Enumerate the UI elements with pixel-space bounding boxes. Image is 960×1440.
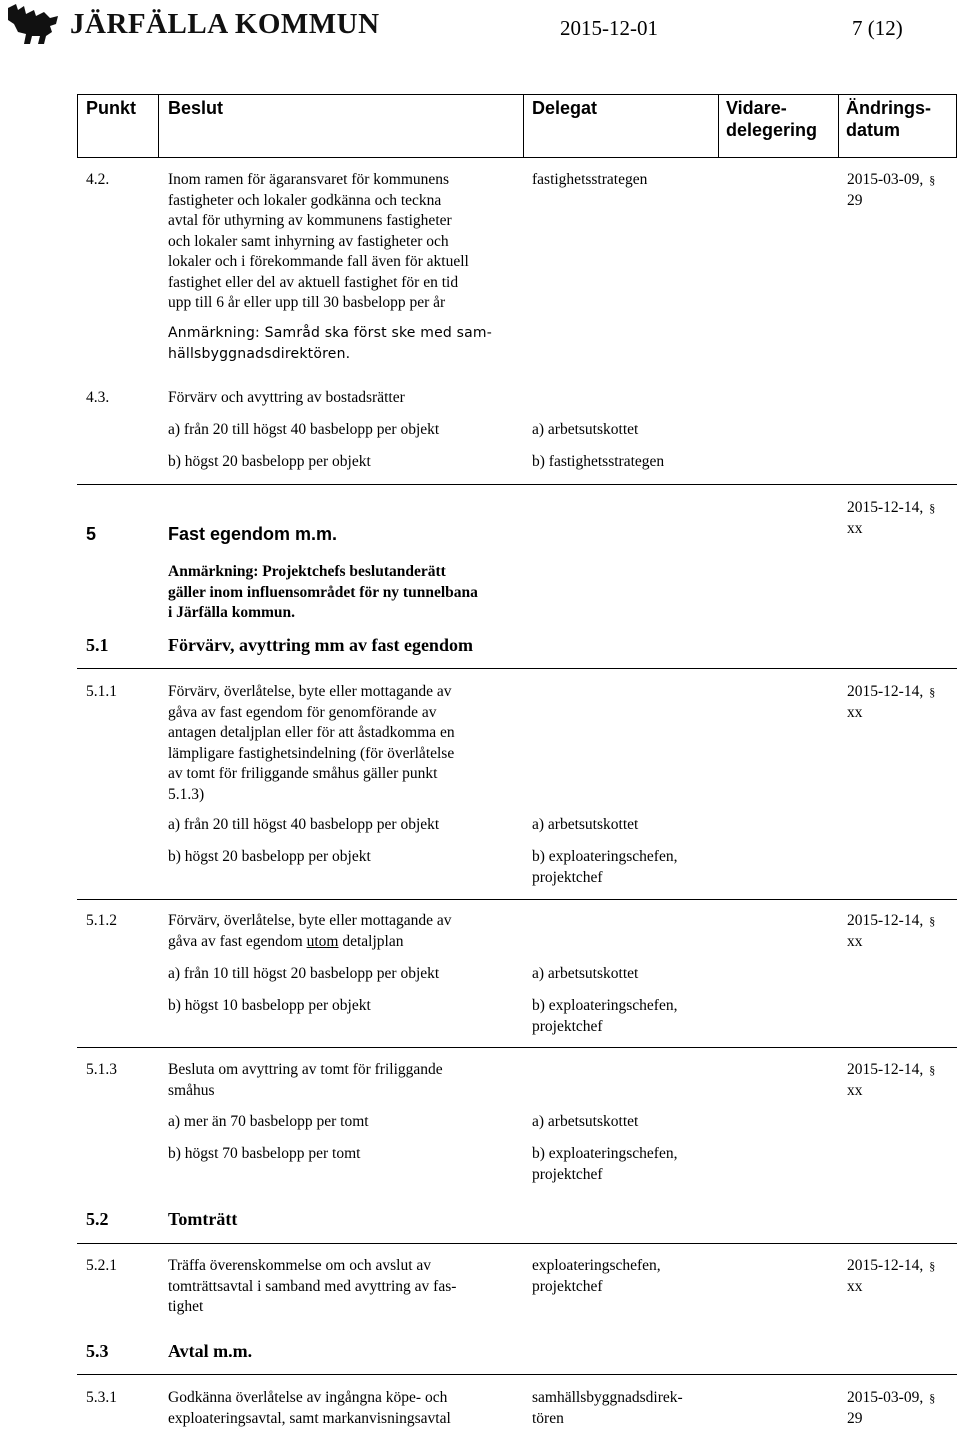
row-5-1-3-date-ref: xx [847, 1081, 863, 1099]
section-5-number: 5 [86, 524, 97, 544]
row-4-2-punkt: 4.2. [86, 171, 110, 188]
row-5-2-1-punkt: 5.2.1 [86, 1257, 117, 1274]
section-5-3-number: 5.3 [86, 1341, 109, 1361]
row-5-1-2-delegat-a: a) arbetsutskottet [532, 965, 639, 982]
row-5-1-1-punkt: 5.1.1 [86, 683, 117, 700]
row-5-1-1-delegat-b2: projektchef [532, 868, 603, 886]
row-4-2-line: fastighet eller del av aktuell fastighet för en tid [168, 273, 459, 291]
row-4-2-delegat: fastighetsstrategen [532, 171, 648, 188]
row-5-1-1-line: 5.1.3) [168, 785, 205, 803]
col-vidare-1: Vidare- [726, 98, 787, 118]
row-5-3-1-line: Godkänna överlåtelse av ingångna köpe- och [168, 1389, 448, 1406]
row-5-1-2-delegat-b2: projektchef [532, 1017, 603, 1035]
row-5-1-3-line: Besluta om avyttring av tomt för friliggande [168, 1061, 443, 1078]
row-4-3-a: a) från 20 till högst 40 basbelopp per objekt [168, 421, 440, 438]
row-5-3-1-date-ref: 29 [847, 1409, 863, 1427]
section-5-title: Fast egendom m.m. [168, 524, 338, 544]
row-5-2-1-delegat: exploateringschefen, [532, 1257, 661, 1274]
row-4-3-b: b) högst 20 basbelopp per objekt [168, 453, 371, 470]
section-5-date-ref: xx [847, 519, 863, 537]
col-vidare-2: delegering [726, 120, 818, 140]
row-5-1-3-a: a) mer än 70 basbelopp per tomt [168, 1113, 369, 1130]
row-5-1-1-line: Förvärv, överlåtelse, byte eller mottagande av [168, 683, 452, 700]
row-5-1-1-line: lämpligare fastighetsindelning (för överlåtelse [168, 744, 455, 762]
row-5-2-1-line: Träffa överenskommelse om och avslut av [168, 1257, 432, 1274]
row-5-1-1-delegat-a: a) arbetsutskottet [532, 816, 639, 833]
section-5-1-title: Förvärv, avyttring mm av fast egendom [168, 635, 473, 655]
row-4-3-punkt: 4.3. [86, 389, 110, 406]
row-4-2-line: lokaler och i förekommande fall även för aktuell [168, 253, 469, 270]
col-punkt: Punkt [86, 98, 137, 118]
row-5-1-3-b: b) högst 70 basbelopp per tomt [168, 1145, 361, 1162]
row-4-3-delegat-a: a) arbetsutskottet [532, 421, 639, 438]
section-5-1-number: 5.1 [86, 635, 109, 655]
row-5-3-1-delegat-2: tören [532, 1409, 564, 1427]
row-5-1-2-line: Förvärv, överlåtelse, byte eller mottagande av [168, 912, 452, 929]
row-5-1-3-delegat-b2: projektchef [532, 1165, 603, 1183]
row-4-2-note: Anmärkning: Samråd ska först ske med sam- [168, 325, 492, 341]
row-5-1-3-punkt: 5.1.3 [86, 1061, 117, 1078]
row-5-2-1-line: tomträttsavtal i samband med avyttring av fas- [168, 1277, 457, 1295]
row-4-2-date-ref: 29 [847, 191, 863, 209]
row-5-1-3-line: småhus [168, 1081, 215, 1099]
org-name: JÄRFÄLLA KOMMUN [70, 8, 380, 40]
row-5-1-2-line: gåva av fast egendom utom detaljplan [168, 932, 404, 950]
row-4-3-delegat-b: b) fastighetsstrategen [532, 453, 665, 470]
row-4-2-line: Inom ramen för ägaransvaret för kommunens [168, 171, 450, 188]
row-5-1-2-delegat-b: b) exploateringschefen, [532, 997, 678, 1014]
section-5-date: 2015-12-14, § [847, 499, 936, 516]
row-5-1-2-date-ref: xx [847, 932, 863, 950]
row-4-2-date: 2015-03-09, § [847, 171, 936, 188]
row-5-1-2-a: a) från 10 till högst 20 basbelopp per objekt [168, 965, 440, 982]
row-5-2-1-date: 2015-12-14, § [847, 1257, 936, 1274]
row-5-2-1-line: tighet [168, 1298, 204, 1315]
row-5-1-1-delegat-b: b) exploateringschefen, [532, 848, 678, 865]
section-5-2-title: Tomträtt [168, 1209, 238, 1229]
row-4-2-line: avtal för uthyrning av kommunens fastigheter [168, 212, 452, 229]
row-5-1-3-date: 2015-12-14, § [847, 1061, 936, 1078]
row-5-1-1-date-ref: xx [847, 703, 863, 721]
section-5-note: i Järfälla kommun. [168, 604, 296, 621]
row-5-1-2-b: b) högst 10 basbelopp per objekt [168, 997, 371, 1014]
section-5-note: Anmärkning: Projektchefs beslutanderätt [168, 563, 446, 580]
page-number: 7 (12) [852, 16, 903, 40]
row-5-1-3-delegat-a: a) arbetsutskottet [532, 1113, 639, 1130]
row-5-1-1-date: 2015-12-14, § [847, 683, 936, 700]
col-andring-2: datum [846, 120, 900, 140]
row-5-1-1-line: av tomt för friliggande småhus gäller punkt [168, 765, 438, 782]
row-4-2-line: upp till 6 år eller upp till 30 basbelopp per år [168, 294, 446, 311]
row-5-1-1-a: a) från 20 till högst 40 basbelopp per objekt [168, 816, 440, 833]
row-5-2-1-delegat-2: projektchef [532, 1277, 603, 1295]
section-5-note: gäller inom influensområdet för ny tunnelbana [168, 583, 478, 601]
row-5-2-1-date-ref: xx [847, 1277, 863, 1295]
row-5-3-1-delegat: samhällsbyggnadsdirek- [532, 1389, 683, 1406]
row-4-3-title: Förvärv och avyttring av bostadsrätter [168, 389, 405, 406]
section-5-3-title: Avtal m.m. [168, 1341, 253, 1361]
row-4-2-line: och lokaler samt inhyrning av fastigheter och [168, 232, 449, 250]
col-beslut: Beslut [168, 98, 224, 118]
municipality-logo [6, 2, 380, 46]
section-5-2-number: 5.2 [86, 1209, 109, 1229]
col-delegat: Delegat [532, 98, 598, 118]
document-date: 2015-12-01 [560, 16, 658, 40]
row-5-3-1-date: 2015-03-09, § [847, 1389, 936, 1406]
col-andring-1: Ändrings- [846, 98, 931, 118]
row-5-3-1-line: exploateringsavtal, samt markanvisningsavtal [168, 1409, 451, 1427]
row-5-1-1-line: antagen detaljplan eller för att åstadkomma en [168, 724, 455, 741]
row-4-2-line: fastigheter och lokaler godkänna och teckna [168, 191, 442, 209]
crest-icon [6, 2, 62, 46]
row-5-1-1-b: b) högst 20 basbelopp per objekt [168, 848, 371, 865]
row-5-1-3-delegat-b: b) exploateringschefen, [532, 1145, 678, 1162]
row-5-1-2-date: 2015-12-14, § [847, 912, 936, 929]
row-5-3-1-punkt: 5.3.1 [86, 1389, 117, 1406]
row-5-1-2-punkt: 5.1.2 [86, 912, 117, 929]
row-5-1-1-line: gåva av fast egendom för genomförande av [168, 703, 437, 721]
row-4-2-note: hällsbyggnadsdirektören. [168, 345, 351, 362]
